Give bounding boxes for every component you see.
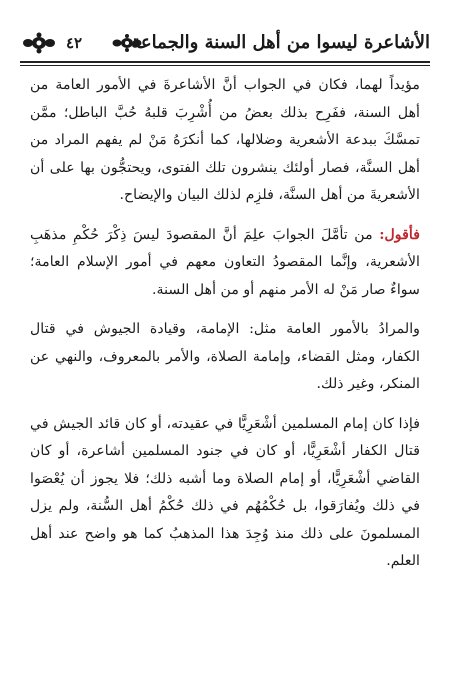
book-title: الأشاعرة ليسوا من أهل السنة والجماعة: [131, 32, 430, 53]
header-rule-thin: [20, 65, 430, 66]
paragraph-text: من تأمَّلَ الجوابَ علِمَ أنَّ المقصودَ ليسَ ذِكْرَ حُكْمِ مذهَبِ الأشعرية، وإنَّما المقصودُ التعاون معهم في أمور الإسلام العامة؛ سواءٌ صار مَنْ له الأمر منهم أو من أهل السنة.: [30, 226, 420, 298]
paragraph-lead: فأقول:: [379, 226, 421, 243]
page-header: [20, 28, 430, 62]
paragraph: [30, 222, 420, 305]
page-number: ٤٢: [66, 34, 83, 52]
header-rule: [20, 61, 430, 63]
paragraph: مؤيداً لهما، فكان في الجواب أنَّ الأشاعرةَ في الأمور العامة من أهل السنة، ففَرِح بذلك بعضُ من أُشْرِبَ قلبهُ حُبَّ الباطل؛ ممَّن تمسَّكَ ببدعة الأشعرية وضلالها، كما أنكرَهُ مَنْ لم يفهم المراد من أهل السنَّة، فصار أولئك ينشرون تلك الفتوى، ويحتجُّون بها على أن الأشعريةَ من أهل السنَّة، فلزِم لذلك البيان والإيضاح.: [30, 77, 420, 203]
paragraph: والمرادُ بالأمور العامة مثل: الإمامة، وقيادة الجيوش في قتال الكفار، ومثل القضاء، وإمامة الصلاة، والأمر بالمعروف، والنهي عن المنكر، وغير ذلك.: [30, 321, 420, 392]
paragraph: فإذا كان إمام المسلمين أشْعَرِيًّا في عقيدته، أو كان قائد الجيش في قتال الكفار أشْعَرِيًّا، أو كان في جنود المسلمين أشاعرة، أو كان القاضي أشْعَرِيًّا، أو إمام الصلاة وما أشبه ذلك؛ فلا يجوز أن يُعْصَوا في ذلك ويُفارَقوا، بل حُكْمُهُم في ذلك حُكْمُ أهل السُّنة، ولم يزل المسلمونَ على ذلك منذ وُجِدَ هذا المذهبُ كما هو واضح عند أهل العلم.: [30, 415, 420, 569]
ornament-icon: [22, 32, 56, 54]
page-body: [30, 72, 420, 588]
